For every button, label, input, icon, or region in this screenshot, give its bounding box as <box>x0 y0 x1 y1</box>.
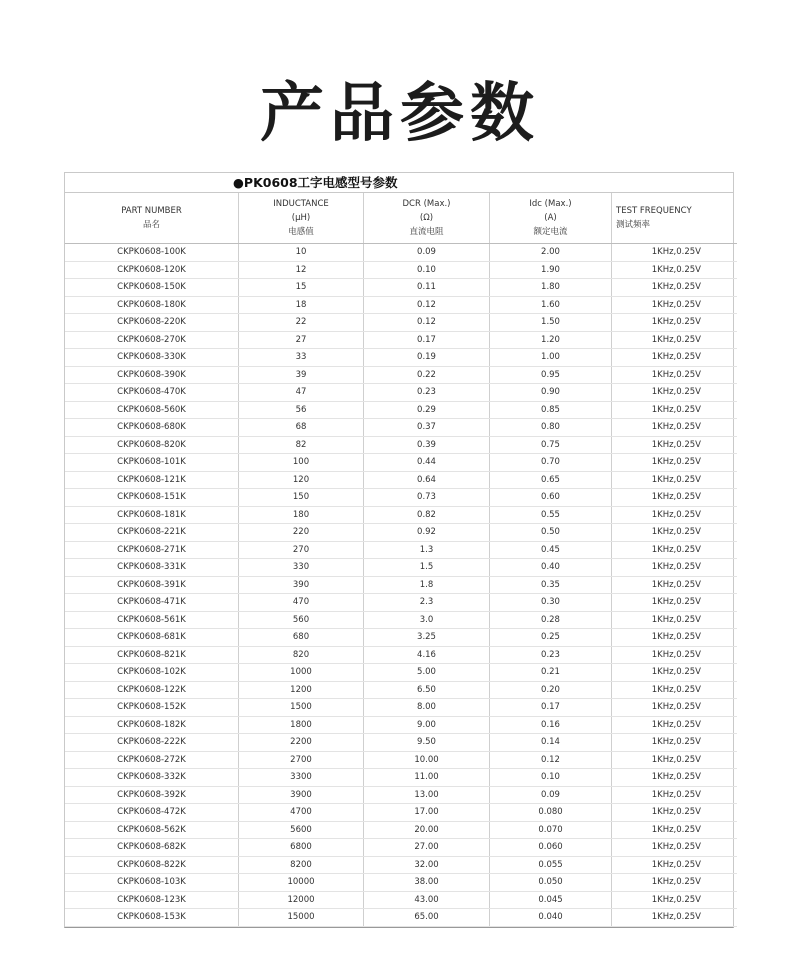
cell-part-number: CKPK0608-472K <box>65 804 239 822</box>
cell-dcr: 5.00 <box>364 664 490 682</box>
cell-idc: 0.70 <box>490 454 612 472</box>
cell-dcr: 17.00 <box>364 804 490 822</box>
cell-idc: 1.20 <box>490 331 612 349</box>
cell-part-number: CKPK0608-392K <box>65 786 239 804</box>
cell-frequency: 1KHz,0.25V <box>612 681 738 699</box>
cell-inductance: 27 <box>239 331 364 349</box>
cell-dcr: 0.09 <box>364 244 490 262</box>
cell-inductance: 82 <box>239 436 364 454</box>
cell-inductance: 8200 <box>239 856 364 874</box>
cell-part-number: CKPK0608-103K <box>65 874 239 892</box>
cell-frequency: 1KHz,0.25V <box>612 804 738 822</box>
cell-part-number: CKPK0608-121K <box>65 471 239 489</box>
cell-part-number: CKPK0608-101K <box>65 454 239 472</box>
cell-idc: 0.045 <box>490 891 612 909</box>
cell-frequency: 1KHz,0.25V <box>612 646 738 664</box>
cell-frequency: 1KHz,0.25V <box>612 314 738 332</box>
table-row <box>65 366 737 384</box>
table-row <box>65 874 737 892</box>
cell-frequency: 1KHz,0.25V <box>612 856 738 874</box>
cell-inductance: 2700 <box>239 751 364 769</box>
cell-inductance: 15000 <box>239 909 364 927</box>
cell-frequency: 1KHz,0.25V <box>612 454 738 472</box>
cell-dcr: 1.8 <box>364 576 490 594</box>
cell-idc: 0.070 <box>490 821 612 839</box>
cell-dcr: 9.50 <box>364 734 490 752</box>
table-row <box>65 541 737 559</box>
cell-part-number: CKPK0608-390K <box>65 366 239 384</box>
cell-frequency: 1KHz,0.25V <box>612 506 738 524</box>
cell-dcr: 1.3 <box>364 541 490 559</box>
cell-inductance: 4700 <box>239 804 364 822</box>
cell-idc: 0.080 <box>490 804 612 822</box>
cell-part-number: CKPK0608-100K <box>65 244 239 262</box>
cell-part-number: CKPK0608-272K <box>65 751 239 769</box>
cell-idc: 0.40 <box>490 559 612 577</box>
cell-part-number: CKPK0608-680K <box>65 419 239 437</box>
table-row <box>65 611 737 629</box>
table-row <box>65 664 737 682</box>
cell-inductance: 18 <box>239 296 364 314</box>
cell-frequency: 1KHz,0.25V <box>612 786 738 804</box>
cell-idc: 0.90 <box>490 384 612 402</box>
cell-idc: 0.35 <box>490 576 612 594</box>
cell-frequency: 1KHz,0.25V <box>612 471 738 489</box>
cell-part-number: CKPK0608-222K <box>65 734 239 752</box>
cell-dcr: 0.39 <box>364 436 490 454</box>
cell-part-number: CKPK0608-820K <box>65 436 239 454</box>
cell-idc: 0.09 <box>490 786 612 804</box>
table-row <box>65 856 737 874</box>
cell-idc: 0.80 <box>490 419 612 437</box>
cell-inductance: 3900 <box>239 786 364 804</box>
cell-inductance: 15 <box>239 279 364 297</box>
cell-part-number: CKPK0608-331K <box>65 559 239 577</box>
cell-frequency: 1KHz,0.25V <box>612 366 738 384</box>
cell-part-number: CKPK0608-681K <box>65 629 239 647</box>
cell-idc: 0.17 <box>490 699 612 717</box>
table-row <box>65 909 737 927</box>
table-row <box>65 891 737 909</box>
cell-dcr: 0.11 <box>364 279 490 297</box>
cell-dcr: 0.22 <box>364 366 490 384</box>
cell-frequency: 1KHz,0.25V <box>612 261 738 279</box>
table-row <box>65 244 737 262</box>
cell-idc: 0.65 <box>490 471 612 489</box>
table-row <box>65 839 737 857</box>
table-header-row <box>65 193 737 244</box>
cell-inductance: 1500 <box>239 699 364 717</box>
cell-frequency: 1KHz,0.25V <box>612 436 738 454</box>
header-idc-en: Idc (Max.) <box>529 199 572 209</box>
cell-dcr: 0.17 <box>364 331 490 349</box>
header-part-number <box>65 193 239 244</box>
cell-inductance: 47 <box>239 384 364 402</box>
cell-frequency: 1KHz,0.25V <box>612 699 738 717</box>
cell-inductance: 3300 <box>239 769 364 787</box>
cell-inductance: 680 <box>239 629 364 647</box>
table-row <box>65 786 737 804</box>
table-row <box>65 699 737 717</box>
table-row <box>65 594 737 612</box>
cell-idc: 0.050 <box>490 874 612 892</box>
cell-inductance: 68 <box>239 419 364 437</box>
header-dcr-unit: (Ω) <box>419 213 434 223</box>
table-row <box>65 489 737 507</box>
cell-idc: 1.00 <box>490 349 612 367</box>
cell-idc: 0.45 <box>490 541 612 559</box>
cell-part-number: CKPK0608-151K <box>65 489 239 507</box>
cell-dcr: 0.19 <box>364 349 490 367</box>
table-row <box>65 471 737 489</box>
table-body <box>65 244 737 927</box>
cell-frequency: 1KHz,0.25V <box>612 541 738 559</box>
cell-part-number: CKPK0608-102K <box>65 664 239 682</box>
cell-inductance: 6800 <box>239 839 364 857</box>
cell-dcr: 38.00 <box>364 874 490 892</box>
cell-dcr: 1.5 <box>364 559 490 577</box>
cell-dcr: 0.92 <box>364 524 490 542</box>
page-title: 产品参数 <box>260 76 540 151</box>
cell-inductance: 1200 <box>239 681 364 699</box>
cell-dcr: 13.00 <box>364 786 490 804</box>
cell-part-number: CKPK0608-821K <box>65 646 239 664</box>
cell-part-number: CKPK0608-152K <box>65 699 239 717</box>
cell-dcr: 9.00 <box>364 716 490 734</box>
cell-frequency: 1KHz,0.25V <box>612 576 738 594</box>
cell-inductance: 220 <box>239 524 364 542</box>
cell-frequency: 1KHz,0.25V <box>612 751 738 769</box>
header-inductance-en: INDUCTANCE <box>273 199 329 209</box>
cell-idc: 0.14 <box>490 734 612 752</box>
cell-dcr: 65.00 <box>364 909 490 927</box>
table-row <box>65 821 737 839</box>
table-row <box>65 559 737 577</box>
cell-dcr: 2.3 <box>364 594 490 612</box>
cell-dcr: 43.00 <box>364 891 490 909</box>
table-row <box>65 349 737 367</box>
table-row <box>65 384 737 402</box>
table-row <box>65 804 737 822</box>
cell-part-number: CKPK0608-332K <box>65 769 239 787</box>
header-frequency <box>612 193 738 244</box>
table-row <box>65 314 737 332</box>
cell-frequency: 1KHz,0.25V <box>612 769 738 787</box>
parameter-sheet <box>64 172 734 928</box>
table-row <box>65 261 737 279</box>
table-row <box>65 524 737 542</box>
cell-dcr: 3.25 <box>364 629 490 647</box>
cell-part-number: CKPK0608-182K <box>65 716 239 734</box>
cell-part-number: CKPK0608-221K <box>65 524 239 542</box>
header-dcr-cn: 直流电阻 <box>409 227 444 237</box>
cell-dcr: 10.00 <box>364 751 490 769</box>
cell-frequency: 1KHz,0.25V <box>612 909 738 927</box>
table-row <box>65 629 737 647</box>
cell-part-number: CKPK0608-150K <box>65 279 239 297</box>
cell-idc: 0.23 <box>490 646 612 664</box>
table-row <box>65 769 737 787</box>
cell-part-number: CKPK0608-181K <box>65 506 239 524</box>
cell-inductance: 470 <box>239 594 364 612</box>
header-idc-cn: 额定电流 <box>533 227 568 237</box>
cell-inductance: 12000 <box>239 891 364 909</box>
table-row <box>65 576 737 594</box>
cell-frequency: 1KHz,0.25V <box>612 489 738 507</box>
cell-part-number: CKPK0608-122K <box>65 681 239 699</box>
header-frequency-en: TEST FREQUENCY <box>616 206 692 216</box>
table-row <box>65 331 737 349</box>
cell-inductance: 56 <box>239 401 364 419</box>
cell-part-number: CKPK0608-560K <box>65 401 239 419</box>
cell-idc: 0.16 <box>490 716 612 734</box>
header-dcr-en: DCR (Max.) <box>402 199 451 209</box>
cell-frequency: 1KHz,0.25V <box>612 664 738 682</box>
cell-inductance: 390 <box>239 576 364 594</box>
cell-idc: 1.90 <box>490 261 612 279</box>
cell-inductance: 39 <box>239 366 364 384</box>
cell-inductance: 120 <box>239 471 364 489</box>
cell-frequency: 1KHz,0.25V <box>612 594 738 612</box>
cell-part-number: CKPK0608-391K <box>65 576 239 594</box>
header-idc-unit: (A) <box>544 213 557 223</box>
cell-dcr: 0.37 <box>364 419 490 437</box>
table-row <box>65 401 737 419</box>
cell-dcr: 0.10 <box>364 261 490 279</box>
table-title: ●PK0608工字电感型号参数 <box>65 173 733 193</box>
cell-frequency: 1KHz,0.25V <box>612 716 738 734</box>
cell-idc: 2.00 <box>490 244 612 262</box>
cell-dcr: 32.00 <box>364 856 490 874</box>
cell-part-number: CKPK0608-562K <box>65 821 239 839</box>
header-inductance-unit: (μH) <box>291 213 311 223</box>
cell-dcr: 11.00 <box>364 769 490 787</box>
cell-inductance: 22 <box>239 314 364 332</box>
cell-frequency: 1KHz,0.25V <box>612 296 738 314</box>
cell-dcr: 0.64 <box>364 471 490 489</box>
cell-dcr: 27.00 <box>364 839 490 857</box>
cell-inductance: 180 <box>239 506 364 524</box>
table-row <box>65 506 737 524</box>
cell-part-number: CKPK0608-270K <box>65 331 239 349</box>
cell-part-number: CKPK0608-153K <box>65 909 239 927</box>
cell-part-number: CKPK0608-471K <box>65 594 239 612</box>
header-inductance-cn: 电感值 <box>288 227 314 237</box>
cell-idc: 0.20 <box>490 681 612 699</box>
cell-idc: 0.30 <box>490 594 612 612</box>
cell-part-number: CKPK0608-561K <box>65 611 239 629</box>
cell-idc: 0.60 <box>490 489 612 507</box>
cell-idc: 0.75 <box>490 436 612 454</box>
cell-idc: 0.060 <box>490 839 612 857</box>
cell-part-number: CKPK0608-220K <box>65 314 239 332</box>
table-row <box>65 646 737 664</box>
table-row <box>65 419 737 437</box>
cell-idc: 0.25 <box>490 629 612 647</box>
cell-inductance: 820 <box>239 646 364 664</box>
cell-frequency: 1KHz,0.25V <box>612 734 738 752</box>
cell-frequency: 1KHz,0.25V <box>612 384 738 402</box>
cell-idc: 1.60 <box>490 296 612 314</box>
cell-idc: 0.95 <box>490 366 612 384</box>
cell-dcr: 8.00 <box>364 699 490 717</box>
cell-idc: 1.80 <box>490 279 612 297</box>
cell-frequency: 1KHz,0.25V <box>612 874 738 892</box>
cell-frequency: 1KHz,0.25V <box>612 331 738 349</box>
table-row <box>65 279 737 297</box>
cell-inductance: 270 <box>239 541 364 559</box>
table-row <box>65 734 737 752</box>
table-row <box>65 716 737 734</box>
cell-frequency: 1KHz,0.25V <box>612 349 738 367</box>
cell-inductance: 5600 <box>239 821 364 839</box>
cell-idc: 0.12 <box>490 751 612 769</box>
cell-idc: 0.28 <box>490 611 612 629</box>
cell-idc: 1.50 <box>490 314 612 332</box>
cell-inductance: 1800 <box>239 716 364 734</box>
cell-inductance: 10 <box>239 244 364 262</box>
cell-dcr: 0.73 <box>364 489 490 507</box>
cell-frequency: 1KHz,0.25V <box>612 279 738 297</box>
cell-inductance: 10000 <box>239 874 364 892</box>
cell-inductance: 33 <box>239 349 364 367</box>
cell-frequency: 1KHz,0.25V <box>612 419 738 437</box>
cell-part-number: CKPK0608-180K <box>65 296 239 314</box>
cell-dcr: 0.29 <box>364 401 490 419</box>
table-row <box>65 751 737 769</box>
cell-part-number: CKPK0608-123K <box>65 891 239 909</box>
cell-inductance: 12 <box>239 261 364 279</box>
cell-idc: 0.85 <box>490 401 612 419</box>
cell-frequency: 1KHz,0.25V <box>612 244 738 262</box>
table-row <box>65 454 737 472</box>
cell-inductance: 100 <box>239 454 364 472</box>
cell-frequency: 1KHz,0.25V <box>612 524 738 542</box>
cell-frequency: 1KHz,0.25V <box>612 401 738 419</box>
cell-dcr: 6.50 <box>364 681 490 699</box>
table-row <box>65 296 737 314</box>
table-row <box>65 436 737 454</box>
header-frequency-cn: 测试频率 <box>616 220 651 230</box>
header-dcr <box>364 193 490 244</box>
cell-dcr: 0.23 <box>364 384 490 402</box>
cell-dcr: 3.0 <box>364 611 490 629</box>
header-part-number-cn: 品名 <box>142 220 160 230</box>
cell-inductance: 560 <box>239 611 364 629</box>
header-idc <box>490 193 612 244</box>
cell-idc: 0.50 <box>490 524 612 542</box>
cell-part-number: CKPK0608-271K <box>65 541 239 559</box>
cell-part-number: CKPK0608-682K <box>65 839 239 857</box>
cell-part-number: CKPK0608-120K <box>65 261 239 279</box>
cell-inductance: 330 <box>239 559 364 577</box>
cell-part-number: CKPK0608-822K <box>65 856 239 874</box>
cell-idc: 0.055 <box>490 856 612 874</box>
header-inductance <box>239 193 364 244</box>
parameter-table <box>65 193 737 927</box>
cell-inductance: 1000 <box>239 664 364 682</box>
cell-frequency: 1KHz,0.25V <box>612 629 738 647</box>
cell-dcr: 0.82 <box>364 506 490 524</box>
cell-dcr: 20.00 <box>364 821 490 839</box>
cell-part-number: CKPK0608-470K <box>65 384 239 402</box>
cell-dcr: 4.16 <box>364 646 490 664</box>
cell-frequency: 1KHz,0.25V <box>612 821 738 839</box>
cell-frequency: 1KHz,0.25V <box>612 611 738 629</box>
cell-inductance: 2200 <box>239 734 364 752</box>
table-row <box>65 681 737 699</box>
cell-idc: 0.10 <box>490 769 612 787</box>
cell-idc: 0.21 <box>490 664 612 682</box>
header-part-number-en: PART NUMBER <box>121 206 182 216</box>
cell-frequency: 1KHz,0.25V <box>612 559 738 577</box>
cell-idc: 0.55 <box>490 506 612 524</box>
cell-dcr: 0.44 <box>364 454 490 472</box>
cell-dcr: 0.12 <box>364 296 490 314</box>
cell-frequency: 1KHz,0.25V <box>612 839 738 857</box>
cell-part-number: CKPK0608-330K <box>65 349 239 367</box>
cell-frequency: 1KHz,0.25V <box>612 891 738 909</box>
cell-idc: 0.040 <box>490 909 612 927</box>
cell-inductance: 150 <box>239 489 364 507</box>
cell-dcr: 0.12 <box>364 314 490 332</box>
